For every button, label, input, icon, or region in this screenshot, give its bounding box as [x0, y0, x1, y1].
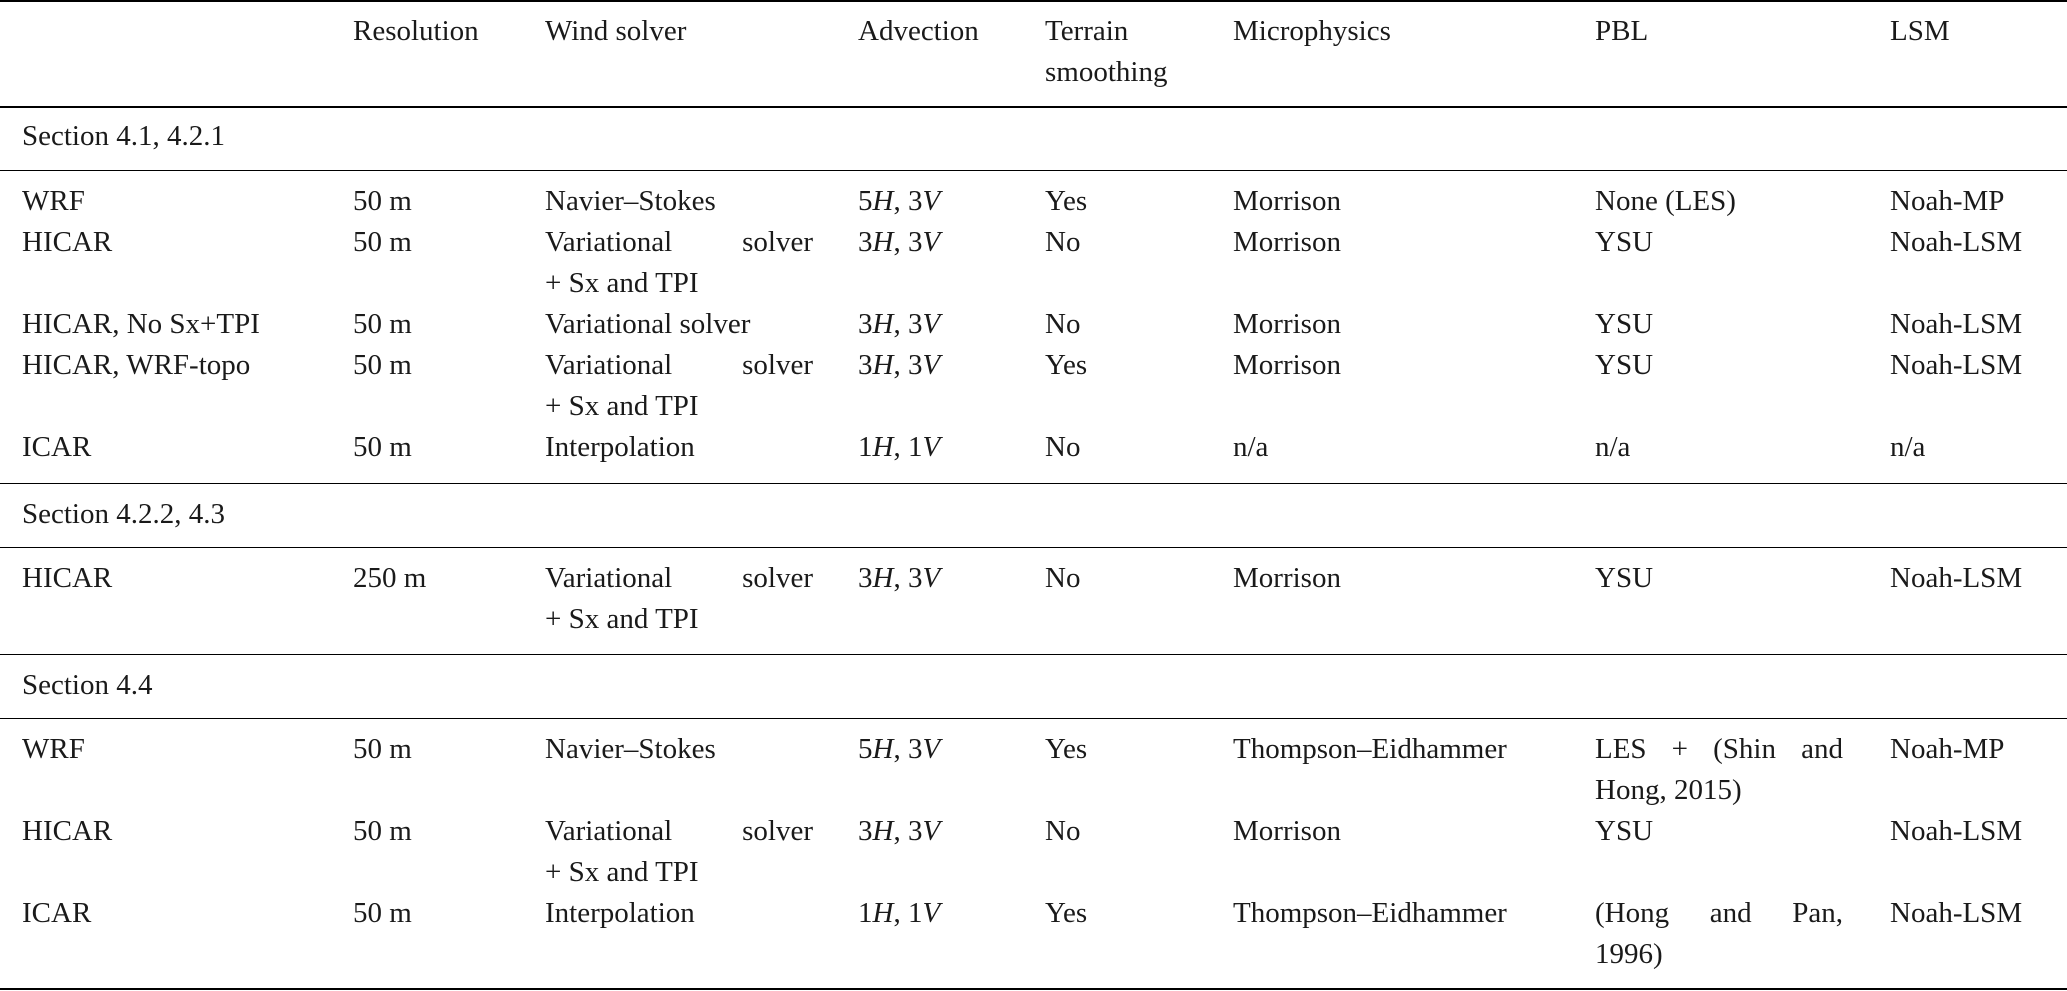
- table-cell: Interpolation: [545, 431, 695, 463]
- table-cell: Yes: [1045, 349, 1088, 381]
- table-cell: Yes: [1045, 185, 1088, 217]
- table-cell: Morrison: [1233, 308, 1341, 340]
- table-cell: 5H, 3V: [858, 185, 941, 217]
- table-cell: Thompson–Eidhammer: [1233, 733, 1507, 765]
- table-cell: 1H, 1V: [858, 897, 941, 929]
- table-cell: Noah-LSM: [1890, 562, 2023, 594]
- column-header-microphysics: Microphysics: [1233, 15, 1391, 47]
- table-cell: HICAR: [22, 562, 113, 594]
- table-cell: 3H, 3V: [858, 815, 941, 847]
- table-cell: Navier–Stokes: [545, 733, 716, 765]
- table-cell: Variational solver: [545, 815, 813, 847]
- table-cell: Morrison: [1233, 349, 1341, 381]
- table-cell: WRF: [22, 185, 85, 217]
- table-cell: 50 m: [353, 431, 412, 463]
- table-cell: Variational solver: [545, 308, 751, 340]
- table-cell: Noah-MP: [1890, 185, 2005, 217]
- table-cell: 50 m: [353, 308, 412, 340]
- column-header-lsm: LSM: [1890, 15, 1950, 47]
- table-cell: Interpolation: [545, 897, 695, 929]
- section-title-rule: [0, 170, 2067, 171]
- table-cell: 3H, 3V: [858, 308, 941, 340]
- table-cell: Noah-LSM: [1890, 226, 2023, 258]
- table-cell: No: [1045, 431, 1081, 463]
- section-title-rule: [0, 547, 2067, 548]
- column-header-pbl: PBL: [1595, 15, 1649, 47]
- table-cell: n/a: [1595, 431, 1631, 463]
- table-cell: Noah-MP: [1890, 733, 2005, 765]
- table-cell: + Sx and TPI: [545, 267, 699, 299]
- table-cell: 1996): [1595, 938, 1663, 970]
- table-cell: 1H, 1V: [858, 431, 941, 463]
- table-cell: No: [1045, 562, 1081, 594]
- table-cell: 3H, 3V: [858, 226, 941, 258]
- table-cell: LES + (Shin and: [1595, 733, 1843, 765]
- column-header-terrain: smoothing: [1045, 56, 1168, 88]
- table-cell: Morrison: [1233, 185, 1341, 217]
- table-cell: 3H, 3V: [858, 349, 941, 381]
- table-cell: YSU: [1595, 308, 1654, 340]
- table-cell: 250 m: [353, 562, 427, 594]
- table-cell: HICAR, No Sx+TPI: [22, 308, 260, 340]
- table-cell: 50 m: [353, 185, 412, 217]
- bottom-rule: [0, 988, 2067, 990]
- table-cell: ICAR: [22, 897, 92, 929]
- table-cell: Noah-LSM: [1890, 349, 2023, 381]
- table-cell: YSU: [1595, 815, 1654, 847]
- table-cell: WRF: [22, 733, 85, 765]
- section-title-rule: [0, 718, 2067, 719]
- table-cell: None (LES): [1595, 185, 1736, 217]
- table-cell: HICAR: [22, 226, 113, 258]
- column-header-terrain: Terrain: [1045, 15, 1129, 47]
- table-cell: + Sx and TPI: [545, 390, 699, 422]
- table-cell: Thompson–Eidhammer: [1233, 897, 1507, 929]
- table-cell: Noah-LSM: [1890, 815, 2023, 847]
- header-rule: [0, 106, 2067, 108]
- section-title: Section 4.2.2, 4.3: [22, 498, 225, 530]
- table-cell: No: [1045, 815, 1081, 847]
- table-cell: 50 m: [353, 733, 412, 765]
- table-cell: 50 m: [353, 897, 412, 929]
- column-header-resolution: Resolution: [353, 15, 479, 47]
- table-cell: No: [1045, 226, 1081, 258]
- table-cell: YSU: [1595, 226, 1654, 258]
- top-rule: [0, 0, 2067, 2]
- table-cell: 3H, 3V: [858, 562, 941, 594]
- table-cell: 50 m: [353, 349, 412, 381]
- column-header-wind-solver: Wind solver: [545, 15, 687, 47]
- table-cell: YSU: [1595, 562, 1654, 594]
- table-cell: (Hong and Pan,: [1595, 897, 1843, 929]
- table-cell: + Sx and TPI: [545, 856, 699, 888]
- section-end-rule: [0, 654, 2067, 655]
- table-cell: ICAR: [22, 431, 92, 463]
- table-cell: Hong, 2015): [1595, 774, 1742, 806]
- table-cell: n/a: [1233, 431, 1269, 463]
- table-cell: 50 m: [353, 815, 412, 847]
- table-cell: Morrison: [1233, 562, 1341, 594]
- table-cell: Variational solver: [545, 349, 813, 381]
- table-cell: Morrison: [1233, 815, 1341, 847]
- table-cell: Noah-LSM: [1890, 897, 2023, 929]
- table-cell: n/a: [1890, 431, 1926, 463]
- table-cell: No: [1045, 308, 1081, 340]
- table-cell: + Sx and TPI: [545, 603, 699, 635]
- table-cell: Navier–Stokes: [545, 185, 716, 217]
- section-title: Section 4.4: [22, 669, 153, 701]
- table-cell: Variational solver: [545, 226, 813, 258]
- section-title: Section 4.1, 4.2.1: [22, 120, 225, 152]
- table-cell: Noah-LSM: [1890, 308, 2023, 340]
- column-header-advection: Advection: [858, 15, 979, 47]
- table-cell: Morrison: [1233, 226, 1341, 258]
- table-cell: Yes: [1045, 897, 1088, 929]
- table-cell: HICAR, WRF-topo: [22, 349, 251, 381]
- table-cell: Yes: [1045, 733, 1088, 765]
- table-cell: YSU: [1595, 349, 1654, 381]
- table-cell: HICAR: [22, 815, 113, 847]
- table-cell: 5H, 3V: [858, 733, 941, 765]
- table-cell: 50 m: [353, 226, 412, 258]
- table-cell: Variational solver: [545, 562, 813, 594]
- section-end-rule: [0, 483, 2067, 484]
